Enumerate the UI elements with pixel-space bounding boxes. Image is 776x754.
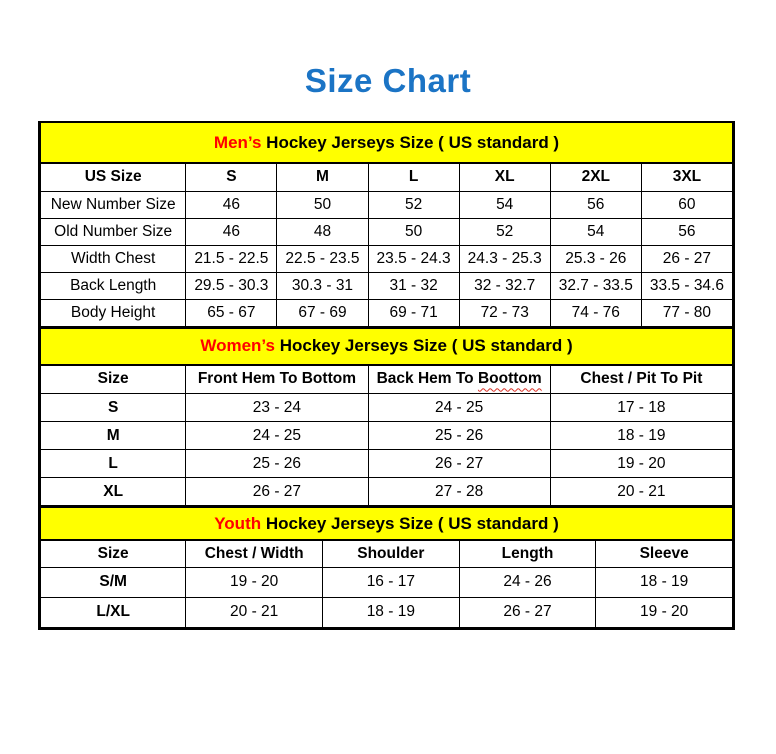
cell: 21.5 - 22.5: [186, 245, 277, 272]
table-row-womens-s: [41, 394, 733, 422]
table-row-youth-lxl: [41, 597, 733, 627]
mens-col-header-2xl: 2XL: [550, 163, 641, 191]
cell: 32 - 32.7: [459, 272, 550, 299]
cell: 24 - 25: [368, 394, 550, 422]
cell: 26 - 27: [368, 450, 550, 478]
row-label: Old Number Size: [41, 218, 186, 245]
table-row-body-height: [41, 299, 733, 326]
cell: 48: [277, 218, 368, 245]
cell: 17 - 18: [550, 394, 732, 422]
womens-col-header-size: Size: [41, 365, 186, 394]
row-label: Back Length: [41, 272, 186, 299]
cell: 20 - 21: [186, 597, 323, 627]
cell: 19 - 20: [186, 567, 323, 597]
youth-col-header-length: Length: [459, 540, 596, 567]
cell: 24 - 26: [459, 567, 596, 597]
womens-col-header-front-hem: Front Hem To Bottom: [186, 365, 368, 394]
row-label: M: [41, 422, 186, 450]
cell: 54: [459, 191, 550, 218]
back-hem-misspelled-word: Boottom: [477, 370, 542, 388]
womens-col-header-chest: Chest / Pit To Pit: [550, 365, 732, 394]
row-label: New Number Size: [41, 191, 186, 218]
mens-col-header-m: M: [277, 163, 368, 191]
row-label: Width Chest: [41, 245, 186, 272]
cell: 54: [550, 218, 641, 245]
cell: 19 - 20: [550, 450, 732, 478]
cell: 25.3 - 26: [550, 245, 641, 272]
cell: 20 - 21: [550, 478, 732, 506]
youth-section-header-row: [41, 507, 733, 540]
cell: 72 - 73: [459, 299, 550, 326]
size-chart-page: [0, 62, 776, 754]
cell: 74 - 76: [550, 299, 641, 326]
cell: 18 - 19: [322, 597, 459, 627]
cell: 23 - 24: [186, 394, 368, 422]
womens-section-accent: Women’s: [200, 336, 275, 355]
mens-col-header-xl: XL: [459, 163, 550, 191]
cell: 46: [186, 191, 277, 218]
youth-col-header-chest-width: Chest / Width: [186, 540, 323, 567]
cell: 65 - 67: [186, 299, 277, 326]
womens-column-header-row: [41, 365, 733, 394]
youth-col-header-sleeve: Sleeve: [596, 540, 733, 567]
cell: 22.5 - 23.5: [277, 245, 368, 272]
table-row-back-length: [41, 272, 733, 299]
youth-col-header-shoulder: Shoulder: [322, 540, 459, 567]
row-label: L/XL: [41, 597, 186, 627]
back-hem-prefix: Back Hem To: [376, 370, 474, 388]
cell: 67 - 69: [277, 299, 368, 326]
mens-section-header: [41, 123, 733, 163]
cell: 16 - 17: [322, 567, 459, 597]
page-title: Size Chart: [304, 62, 472, 99]
row-label: XL: [41, 478, 186, 506]
cell: 25 - 26: [186, 450, 368, 478]
row-label: S: [41, 394, 186, 422]
cell: 18 - 19: [596, 567, 733, 597]
cell: 24 - 25: [186, 422, 368, 450]
youth-col-header-size: Size: [41, 540, 186, 567]
table-row-womens-xl: [41, 478, 733, 506]
size-chart-tables: [38, 121, 735, 630]
mens-section-accent: Men’s: [213, 132, 262, 152]
cell: 18 - 19: [550, 422, 732, 450]
cell: 23.5 - 24.3: [368, 245, 459, 272]
table-row-new-number-size: [41, 191, 733, 218]
mens-col-header-s: S: [186, 163, 277, 191]
mens-col-header-us-size: US Size: [41, 163, 186, 191]
mens-section-title: Hockey Jerseys Size ( US standard ): [261, 132, 560, 152]
cell: 56: [550, 191, 641, 218]
cell: 19 - 20: [596, 597, 733, 627]
cell: 52: [368, 191, 459, 218]
row-label: L: [41, 450, 186, 478]
cell: 56: [641, 218, 732, 245]
mens-col-header-l: L: [368, 163, 459, 191]
cell: 24.3 - 25.3: [459, 245, 550, 272]
cell: 25 - 26: [368, 422, 550, 450]
mens-section-header-row: [41, 123, 733, 163]
cell: 69 - 71: [368, 299, 459, 326]
cell: 77 - 80: [641, 299, 732, 326]
youth-section-title: Hockey Jerseys Size ( US standard ): [261, 513, 559, 533]
cell: 32.7 - 33.5: [550, 272, 641, 299]
cell: 26 - 27: [641, 245, 732, 272]
cell: 52: [459, 218, 550, 245]
youth-column-header-row: [41, 540, 733, 567]
cell: 50: [277, 191, 368, 218]
womens-section-header-row: [41, 328, 733, 365]
table-row-womens-l: [41, 450, 733, 478]
cell: 29.5 - 30.3: [186, 272, 277, 299]
cell: 60: [641, 191, 732, 218]
mens-size-table: [40, 123, 733, 327]
cell: 50: [368, 218, 459, 245]
mens-col-header-3xl: 3XL: [641, 163, 732, 191]
table-row-old-number-size: [41, 218, 733, 245]
row-label: Body Height: [41, 299, 186, 326]
cell: 27 - 28: [368, 478, 550, 506]
womens-section-title: Hockey Jerseys Size ( US standard ): [274, 336, 573, 355]
youth-section-accent: Youth: [214, 513, 262, 533]
cell: 46: [186, 218, 277, 245]
row-label: S/M: [41, 567, 186, 597]
mens-column-header-row: [41, 163, 733, 191]
womens-section-header: [41, 328, 733, 365]
cell: 30.3 - 31: [277, 272, 368, 299]
cell: 31 - 32: [368, 272, 459, 299]
table-row-youth-sm: [41, 567, 733, 597]
cell: 26 - 27: [186, 478, 368, 506]
cell: 26 - 27: [459, 597, 596, 627]
womens-size-table: [40, 327, 733, 507]
cell: 33.5 - 34.6: [641, 272, 732, 299]
table-row-womens-m: [41, 422, 733, 450]
youth-section-header: [41, 507, 733, 540]
womens-col-header-back-hem: [368, 365, 550, 394]
youth-size-table: [40, 506, 733, 628]
table-row-width-chest: [41, 245, 733, 272]
